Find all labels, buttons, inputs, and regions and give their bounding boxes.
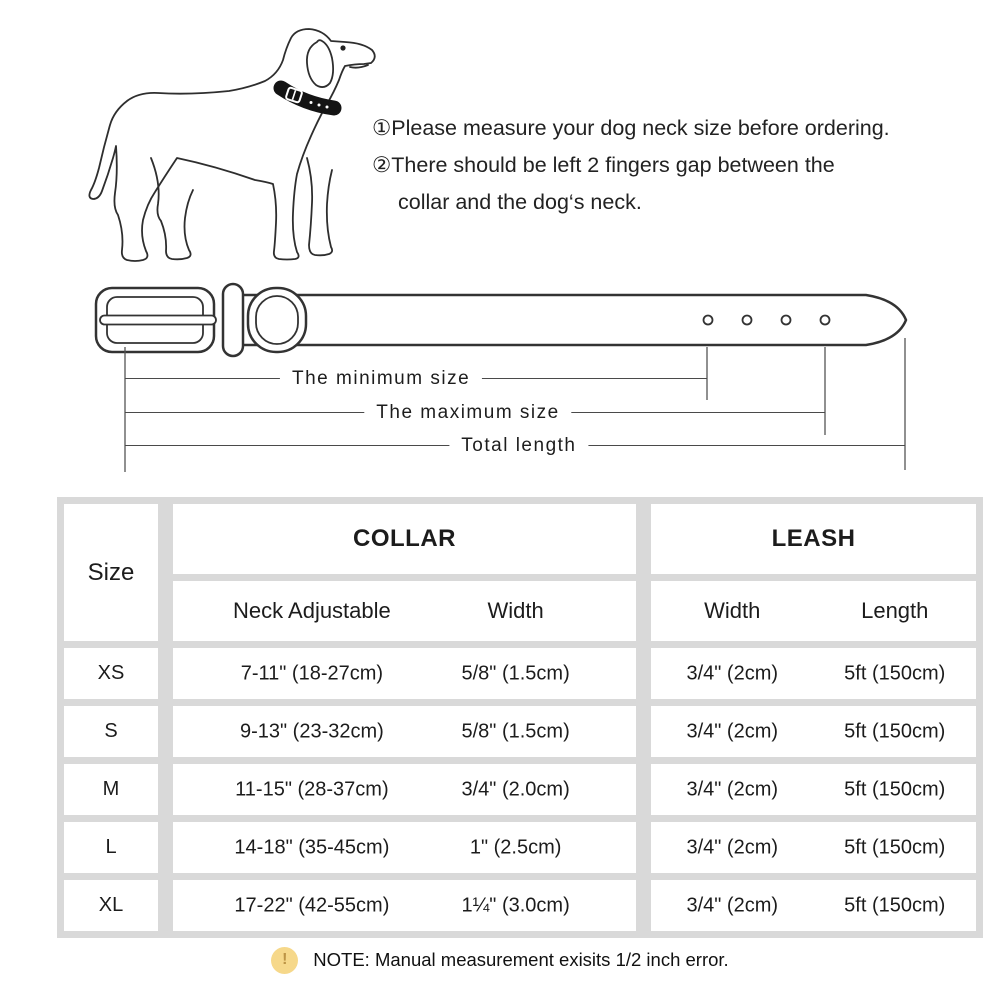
row-s-leash [651, 706, 976, 757]
row-xl-leash-length: 5ft (150cm) [844, 894, 946, 916]
instruction-2-continued: collar and the dog‘s neck. [398, 190, 642, 214]
collar-group-header: COLLAR [173, 504, 636, 574]
row-xs-collar-width: 5/8" (1.5cm) [461, 662, 570, 684]
row-m-leash-width: 3/4" (2cm) [686, 778, 779, 800]
row-xl-leash [651, 880, 976, 931]
row-m-collar [173, 764, 636, 815]
dog-eye [340, 45, 345, 50]
leash-subheaders [651, 581, 976, 641]
row-l-collar-width: 1" (2.5cm) [469, 836, 562, 858]
size-table [57, 497, 983, 938]
total-length-line [125, 435, 905, 456]
collar-neck-adjustable-header: Neck Adjustable [233, 598, 391, 623]
instruction-1: ①Please measure your dog neck size before ordering. [372, 116, 890, 140]
row-l-leash [651, 822, 976, 873]
row-s-collar-width: 5/8" (1.5cm) [461, 720, 570, 742]
maximum-size-label: The maximum size [364, 401, 571, 425]
row-xl-collar-width: 1¼" (3.0cm) [461, 894, 570, 916]
collar-strap [235, 295, 906, 345]
row-s-collar [173, 706, 636, 757]
row-s-leash-width: 3/4" (2cm) [686, 720, 779, 742]
row-xl-collar [173, 880, 636, 931]
row-m-neck: 11-15" (28-37cm) [235, 778, 389, 800]
row-l-collar [173, 822, 636, 873]
row-xs-leash [651, 648, 976, 699]
collar-subheaders [173, 581, 636, 641]
row-l-leash-length: 5ft (150cm) [844, 836, 946, 858]
row-m-size: M [64, 764, 158, 815]
dog-far-hind-leg [151, 158, 193, 259]
collar-width-header: Width [487, 598, 544, 623]
row-xl-size: XL [64, 880, 158, 931]
measurement-note [0, 942, 1000, 978]
row-s-leash-length: 5ft (150cm) [844, 720, 946, 742]
dog-far-front-leg [307, 158, 332, 255]
measuring-instructions [372, 110, 962, 221]
row-m-leash-length: 5ft (150cm) [844, 778, 946, 800]
row-l-size: L [64, 822, 158, 873]
row-xl-neck: 17-22" (42-55cm) [234, 894, 390, 916]
instruction-2: ②There should be left 2 fingers gap between the [372, 153, 835, 177]
row-m-leash [651, 764, 976, 815]
row-xs-collar [173, 648, 636, 699]
row-s-neck: 9-13" (23-32cm) [239, 720, 384, 742]
dog-ear [307, 40, 333, 87]
row-s-size: S [64, 706, 158, 757]
leash-length-header: Length [861, 598, 929, 623]
row-xs-size: XS [64, 648, 158, 699]
minimum-size-label: The minimum size [280, 367, 482, 391]
row-m-collar-width: 3/4" (2.0cm) [461, 778, 570, 800]
minimum-size-line [125, 368, 707, 389]
row-l-leash-width: 3/4" (2cm) [686, 836, 779, 858]
leash-width-header: Width [704, 598, 761, 623]
leash-group-header: LEASH [651, 504, 976, 574]
row-xl-leash-width: 3/4" (2cm) [686, 894, 779, 916]
total-length-label: Total length [449, 434, 588, 458]
exclamation-icon: ! [271, 947, 298, 974]
row-xs-leash-length: 5ft (150cm) [844, 662, 946, 684]
collar-buckle-prong [100, 316, 216, 325]
maximum-size-line [125, 402, 825, 423]
row-l-neck: 14-18" (35-45cm) [234, 836, 390, 858]
row-xs-leash-width: 3/4" (2cm) [686, 662, 779, 684]
dog-illustration [55, 8, 390, 278]
size-column-header: Size [64, 504, 158, 641]
collar-keeper [223, 284, 243, 356]
note-text: NOTE: Manual measurement exisits 1/2 inch error. [313, 949, 729, 970]
row-xs-neck: 7-11" (18-27cm) [240, 662, 384, 684]
